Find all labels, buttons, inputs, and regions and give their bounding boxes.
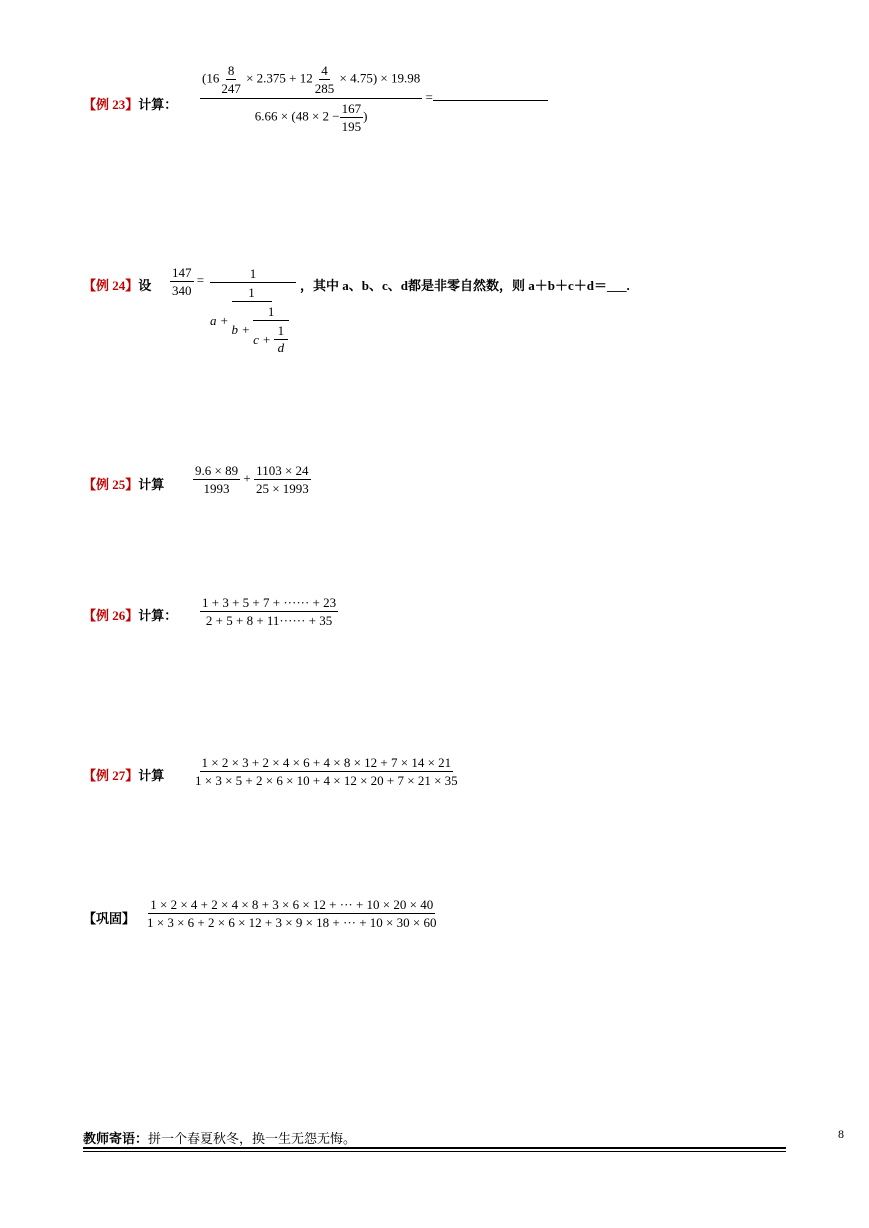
consolidation-label: 【巩固】	[83, 911, 136, 926]
problem-26-label: 【例 26】计算：	[83, 608, 178, 623]
continued-fraction: 1 a + 1 b + 1 c + 1 d	[210, 266, 296, 356]
problem-23-label: 【例 23】计算：	[83, 97, 178, 112]
footer-rule-thick	[83, 1147, 786, 1149]
main-fraction: (16 $\frac{8}{247}$ × 2.375 + 12 $\frac{4}{285}$ × 4.75) × 19.98 6.66 × (48 × 2 − $\frac{167}{195}$ )	[202, 63, 421, 134]
problem-26-expression: $\frac{1 + 3 + 5 + 7 + \cdot\cdot\cdot\cdot\cdot\cdot + 23}{2 + 5 + 8 + 11\cdot\cdot\cdot\cdot\cdot\cdot + 35}$	[202, 595, 337, 628]
footer-rule-thin	[83, 1151, 786, 1152]
problem-24-condition: ，其中 a、b、c、d都是非零自然数，则 a＋b＋c＋d＝___.	[300, 278, 630, 293]
page-number: 8	[838, 1127, 844, 1141]
problem-24-label: 【例 24】设	[83, 278, 152, 293]
answer-blank	[433, 100, 548, 101]
problem-27-label: 【例 27】计算	[83, 768, 165, 783]
footer-quote: 教师寄语：拼一个春夏秋冬，换一生无怨无悔。	[83, 1132, 357, 1147]
consolidation-expression: $\frac{1 \times 2 \times 4 + 2 \times 4 \times 8 + 3 \times 6 \times 12 + \cdot\cdot\cdot + 10 \times 20 \times 40}{1 \times 3 \times 6 + 2 \times 6 \times 12 + 3 \times 9 \times 18 + \cdot\cdot\cdot + 10 \times 30 \times 60}$	[147, 897, 437, 930]
problem-24-expression: $\frac{147}{340}$ =	[172, 265, 205, 298]
problem-23-expression: (16 $\frac{8}{247}$ × 2.375 + 12 $\frac{4}{285}$ × 4.75) × 19.98 6.66 × (48 × 2 − $\frac{167}{195}$ ) =	[200, 64, 548, 133]
problem-25-label: 【例 25】计算	[83, 477, 165, 492]
problem-25-expression: $\frac{9.6 \times 89}{1993}$ + $\frac{1103 \times 24}{25 \times 1993}$	[195, 463, 309, 496]
problem-27-expression: $\frac{1 \times 2 \times 3 + 2 \times 4 \times 6 + 4 \times 8 \times 12 + 7 \times 14 \times 21}{1 \times 3 \times 5 + 2 \times 6 \times 10 + 4 \times 12 \times 20 + 7 \times 21 \times 35}$	[195, 755, 458, 788]
